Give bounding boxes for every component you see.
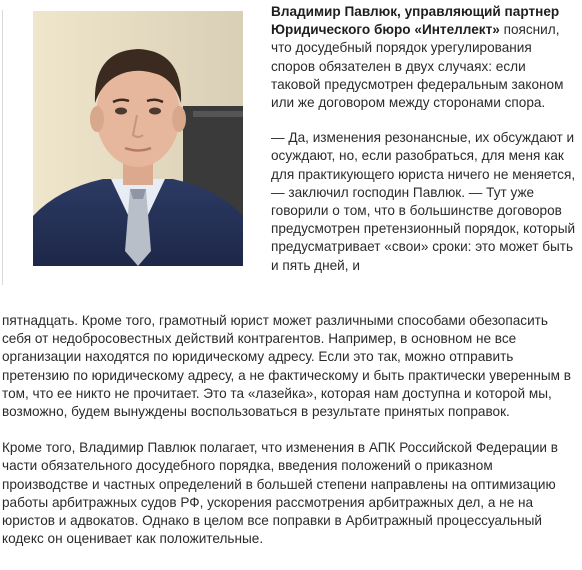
speaker-name: Владимир Павлюк, управляющий партнер Юридического бюро «Интеллект»	[271, 4, 560, 38]
article-text-body	[2, 312, 576, 566]
quote-paragraph: — Да, изменения резонансные, их обсуждают и осуждают, но, если разобраться, для меня как для практикующего юриста ничего не меняется,— заключил господин Павлюк. — Тут уже говорили о том, что в большинстве договоров предусмотрен претензионный порядок, который предусматривает «свои» сроки: это может быть и пять дней, и	[271, 130, 576, 273]
article-text-beside-photo	[271, 3, 577, 292]
intro-paragraph	[271, 3, 577, 112]
closing-paragraph: Кроме того, Владимир Павлюк полагает, что изменения в АПК Российской Федерации в части обязательного досудебного порядка, введения положений о приказном производстве и частных определений в большей степени направлены на оптимизацию работы арбитражных судов РФ, ускорения рассмотрения арбитражных дел, а не на юристов и адвокатов. Однако в целом все поправки в Арбитражный процессуальный кодекс он оценивает как положительные.	[2, 440, 559, 547]
intro-text: пояснил, что досудебный порядок урегулирования споров обязателен в двух случаях: если таковой предусмотрен федеральным законом или же договором между сторонами спора.	[271, 22, 564, 111]
portrait-photo	[33, 11, 243, 266]
left-divider	[2, 10, 3, 285]
quote-continuation: пятнадцать. Кроме того, грамотный юрист может различными способами обезопасить себя от недобросовестных действий контрагентов. Например, в основном не все организации находятся по юридическому адресу. Если это так, можно отправить претензию по юридическому адресу, а не фактическому и быть практически уверенным в том, что ее никто не прочитает. Это та «лазейка», которая нам доступна и которой мы, возможно, будем вынуждены воспользоваться в результате принятых поправок.	[2, 313, 571, 420]
